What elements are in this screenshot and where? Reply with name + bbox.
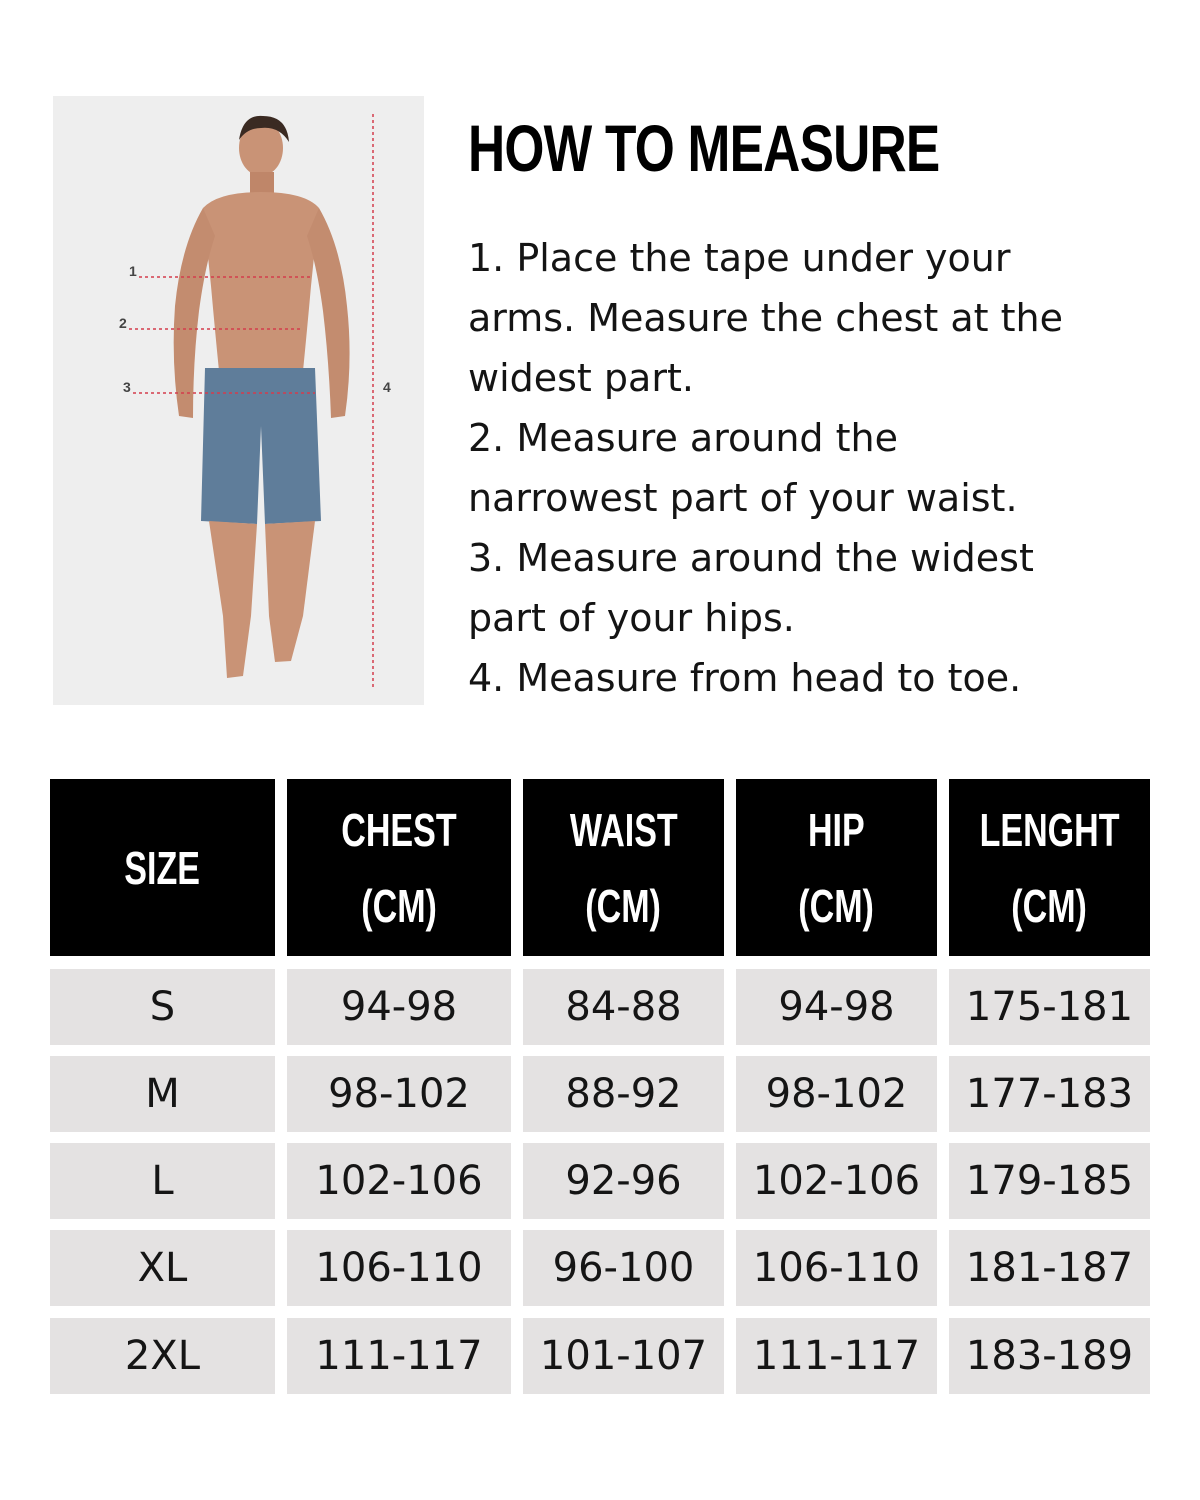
table-cell-hip: 102-106 xyxy=(736,1143,937,1219)
table-cell-hip: 106-110 xyxy=(736,1230,937,1306)
header-waist xyxy=(523,779,724,956)
marker-4: 4 xyxy=(383,379,391,395)
instruction-line: narrowest part of your waist. xyxy=(468,476,1018,520)
table-cell-chest: 106-110 xyxy=(287,1230,511,1306)
instruction-line: 2. Measure around the xyxy=(468,416,898,460)
table-cell-chest: 94-98 xyxy=(287,969,511,1045)
instruction-line: 3. Measure around the widest xyxy=(468,536,1034,580)
table-cell-hip: 94-98 xyxy=(736,969,937,1045)
marker-2: 2 xyxy=(119,315,127,331)
header-label: LENGHT xyxy=(979,803,1120,856)
table-cell-hip: 111-117 xyxy=(736,1318,937,1394)
man-figure-illustration xyxy=(53,96,424,705)
marker-3: 3 xyxy=(123,379,131,395)
table-cell-waist: 84-88 xyxy=(523,969,724,1045)
header-hip xyxy=(736,779,937,956)
table-cell-waist: 96-100 xyxy=(523,1230,724,1306)
table-cell-length: 179-185 xyxy=(949,1143,1150,1219)
page-title: HOW TO MEASURE xyxy=(468,111,940,185)
instruction-line: arms. Measure the chest at the xyxy=(468,296,1063,340)
header-chest xyxy=(287,779,511,956)
header-size xyxy=(50,779,275,956)
instruction-line: 4. Measure from head to toe. xyxy=(468,656,1022,700)
neck-shape xyxy=(250,172,274,194)
table-cell-length: 175-181 xyxy=(949,969,1150,1045)
instruction-line: part of your hips. xyxy=(468,596,795,640)
header-label: SIZE xyxy=(124,841,201,894)
table-cell-chest: 98-102 xyxy=(287,1056,511,1132)
header-unit: (CM) xyxy=(1011,879,1088,932)
table-cell-hip: 98-102 xyxy=(736,1056,937,1132)
size-chart-table xyxy=(50,779,1150,1395)
table-cell-chest: 111-117 xyxy=(287,1318,511,1394)
header-label: HIP xyxy=(808,803,865,856)
marker-1: 1 xyxy=(129,263,137,279)
table-cell-size: M xyxy=(50,1056,275,1132)
shorts-shape xyxy=(201,368,321,524)
instruction-line: 1. Place the tape under your xyxy=(468,236,1011,280)
measure-instructions xyxy=(468,228,1168,708)
header-length xyxy=(949,779,1150,956)
table-cell-size: L xyxy=(50,1143,275,1219)
right-leg-shape xyxy=(265,521,315,662)
table-cell-chest: 102-106 xyxy=(287,1143,511,1219)
table-cell-waist: 101-107 xyxy=(523,1318,724,1394)
table-cell-waist: 92-96 xyxy=(523,1143,724,1219)
torso-shape xyxy=(203,192,319,371)
header-unit: (CM) xyxy=(798,879,875,932)
table-cell-size: 2XL xyxy=(50,1318,275,1394)
header-label: WAIST xyxy=(569,803,678,856)
header-unit: (CM) xyxy=(361,879,437,932)
table-cell-size: S xyxy=(50,969,275,1045)
measurement-figure xyxy=(53,96,424,705)
instruction-line: widest part. xyxy=(468,356,694,400)
left-leg-shape xyxy=(209,521,257,678)
header-unit: (CM) xyxy=(585,879,662,932)
table-cell-length: 181-187 xyxy=(949,1230,1150,1306)
table-cell-length: 177-183 xyxy=(949,1056,1150,1132)
table-cell-size: XL xyxy=(50,1230,275,1306)
table-cell-length: 183-189 xyxy=(949,1318,1150,1394)
header-label: CHEST xyxy=(341,803,457,856)
table-cell-waist: 88-92 xyxy=(523,1056,724,1132)
